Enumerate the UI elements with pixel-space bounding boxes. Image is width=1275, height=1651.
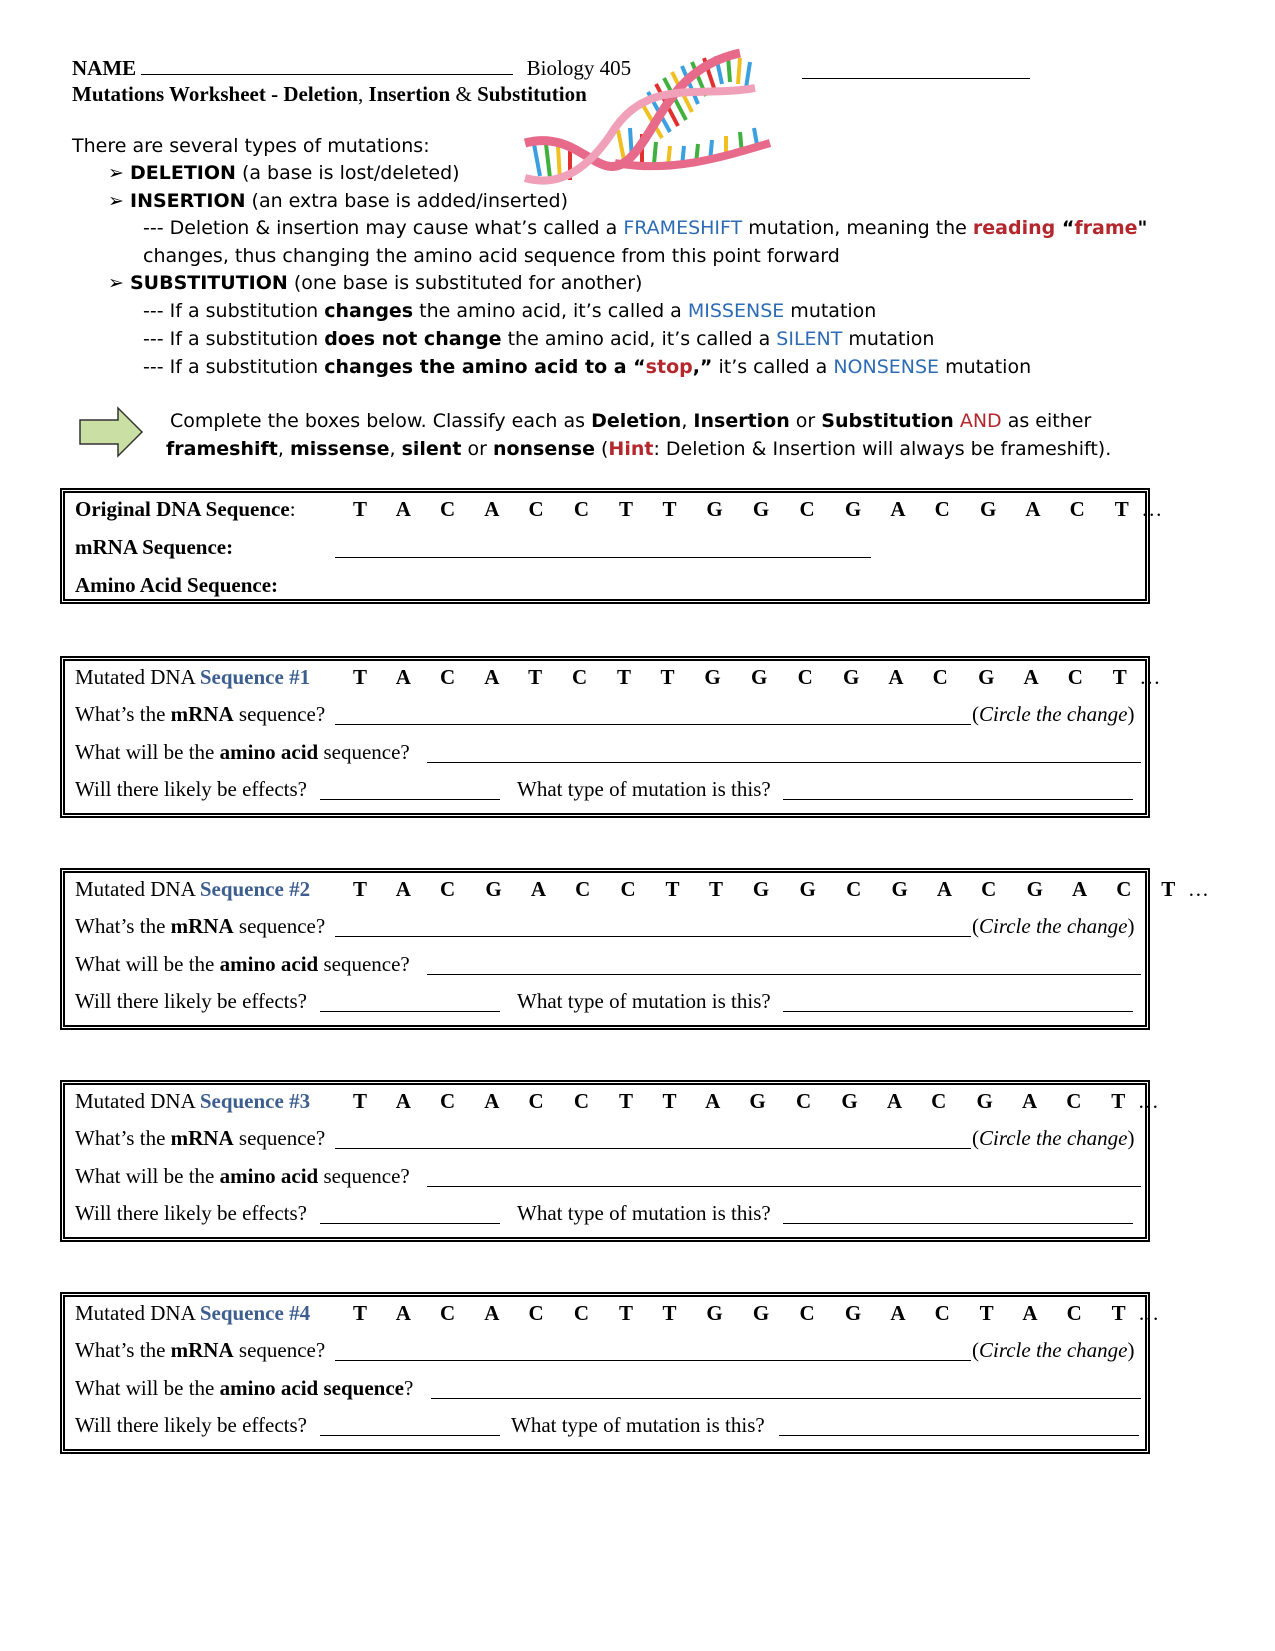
instr-or: or [461, 438, 493, 460]
instr-frameshift: frameshift [166, 438, 278, 460]
circle-the-change-note [972, 702, 1135, 727]
substitution-desc: (one base is substituted for another) [287, 272, 643, 294]
sequence-ellipsis: … [1138, 1301, 1160, 1325]
type-question [517, 989, 771, 1014]
mutated-sequence-box-3 [60, 1080, 1159, 1242]
type-question [517, 777, 771, 802]
title-substitution: Substitution [477, 82, 587, 106]
sequence-ellipsis: … [1139, 665, 1161, 689]
instr-and: AND [959, 410, 1002, 432]
bullet-substitution [108, 272, 642, 294]
frameshift-term: FRAMESHIFT [623, 217, 743, 239]
sequence-number-label: Sequence #1 [199, 665, 311, 689]
insertion-desc: (an extra base is added/inserted) [245, 190, 569, 212]
mrna-answer-input[interactable] [335, 914, 971, 937]
mutated-sequence-text: T A C A C C T T A G C G A C G A C T [353, 1089, 1138, 1113]
course-label: Biology 405 [526, 56, 632, 80]
mrna-question [75, 914, 325, 939]
mutated-dna-sequence [353, 665, 1160, 690]
intro-lead: There are several types of mutations: [72, 135, 430, 157]
mutated-dna-sequence [353, 877, 1209, 902]
circle-the-change-note [972, 914, 1135, 939]
bullet-arrow-icon: ➢ [108, 190, 124, 212]
instr-deletion: Deletion [591, 410, 682, 432]
missense-text-a: --- If a substitution [143, 300, 325, 322]
mrna-answer-input[interactable] [335, 1338, 971, 1361]
paren-close: ) [1127, 1338, 1135, 1362]
sequence-number-label: Sequence #2 [199, 877, 311, 901]
mrna-bold: mRNA [170, 1126, 234, 1150]
type-question [511, 1413, 765, 1438]
bullet-insertion [108, 190, 568, 212]
mrna-answer-input[interactable] [335, 1126, 971, 1149]
paren-open: ( [972, 1338, 979, 1362]
missense-line [143, 300, 876, 322]
type-answer-input[interactable] [779, 1413, 1139, 1436]
original-dna-row [75, 497, 296, 522]
quote-open: “ [1055, 217, 1075, 239]
amino-bold: amino acid sequence [219, 1376, 404, 1400]
amino-answer-input[interactable] [431, 1376, 1141, 1399]
instr-paren: ( [594, 438, 609, 460]
type-text: What type of mutation is this? [517, 777, 771, 801]
frameshift-line2: changes, thus changing the amino acid sequence from this point forward [143, 245, 840, 267]
silent-bold: does not change [324, 328, 502, 350]
mutated-dna-label [75, 665, 310, 690]
instr-substitution: Substitution [821, 410, 954, 432]
amino-text-a: What will be the [75, 952, 220, 976]
amino-text-b: ? [403, 1376, 414, 1400]
mutated-sequence-text: T A C A C C T T G G C G A C T A C T [353, 1301, 1139, 1325]
frameshift-text-a: --- Deletion & insertion may cause what’s called a [143, 217, 624, 239]
amino-question [75, 952, 410, 977]
nonsense-quote-close: ,” [692, 356, 713, 378]
nonsense-text-c: mutation [939, 356, 1032, 378]
mrna-question [75, 1126, 325, 1151]
title-insertion: Insertion [368, 82, 451, 106]
mrna-bold: mRNA [170, 702, 234, 726]
amino-answer-input[interactable] [427, 1164, 1141, 1187]
circle-the-change: Circle the change [979, 1338, 1128, 1362]
name-input[interactable] [141, 74, 513, 75]
silent-line [143, 328, 934, 350]
amino-text-b: sequence? [318, 1164, 410, 1188]
mutated-dna-label [75, 1089, 310, 1114]
mrna-text-b: sequence? [233, 1338, 326, 1362]
instr-or: or [789, 410, 822, 432]
mutated-sequence-box-4 [60, 1292, 1160, 1454]
original-sequence-box [60, 488, 1163, 604]
instr-nonsense: nonsense [492, 438, 595, 460]
amino-question [75, 1164, 410, 1189]
effects-answer-input[interactable] [320, 989, 500, 1012]
mrna-text-b: sequence? [233, 1126, 326, 1150]
mrna-bold: mRNA [170, 914, 234, 938]
title-deletion: Deletion [283, 82, 359, 106]
effects-answer-input[interactable] [320, 1413, 500, 1436]
dna-helix-icon [520, 48, 780, 188]
stop-term: stop [645, 356, 693, 378]
silent-text-c: mutation [842, 328, 935, 350]
effects-answer-input[interactable] [320, 1201, 500, 1224]
type-text: What type of mutation is this? [517, 989, 771, 1013]
missense-bold: changes [324, 300, 414, 322]
deletion-desc: (a base is lost/deleted) [235, 162, 460, 184]
silent-text-b: the amino acid, it’s called a [501, 328, 777, 350]
instr-comma: , [389, 438, 402, 460]
title-main: Mutations Worksheet [72, 82, 266, 106]
effects-question [75, 1413, 307, 1438]
amino-answer-input[interactable] [427, 952, 1141, 975]
silent-text-a: --- If a substitution [143, 328, 325, 350]
bullet-arrow-icon: ➢ [108, 272, 124, 294]
name-label: NAME [72, 56, 137, 80]
nonsense-line [143, 356, 1031, 378]
mutated-dna-text: Mutated DNA [75, 877, 200, 901]
instr-hint: Hint [608, 438, 654, 460]
mutated-sequence-box-2 [60, 868, 1209, 1030]
nonsense-bold: changes the amino acid to a [324, 356, 627, 378]
type-answer-input[interactable] [783, 1201, 1133, 1224]
instr-text-a: Complete the boxes below. Classify each as [170, 410, 592, 432]
circle-the-change-note [972, 1338, 1135, 1363]
nonsense-quote-open: “ [626, 356, 646, 378]
amino-text-b: sequence? [318, 740, 410, 764]
type-question [517, 1201, 771, 1226]
mrna-text-a: What’s the [75, 702, 171, 726]
right-arrow-icon [78, 406, 144, 458]
reading-term: reading [972, 217, 1056, 239]
original-sequence-text: T A C A C C T T G G C G A C G A C T [353, 497, 1142, 521]
amino-question [75, 1376, 413, 1401]
type-text: What type of mutation is this? [511, 1413, 765, 1437]
mrna-answer-input[interactable] [335, 702, 971, 725]
mrna-bold: mRNA [170, 1338, 234, 1362]
effects-question [75, 989, 307, 1014]
instr-comma: , [277, 438, 290, 460]
type-text: What type of mutation is this? [517, 1201, 771, 1225]
circle-the-change: Circle the change [979, 914, 1128, 938]
mrna-question [75, 702, 325, 727]
effects-text: Will there likely be effects? [75, 989, 307, 1013]
instructions-line2 [166, 438, 1111, 460]
effects-text: Will there likely be effects? [75, 777, 307, 801]
original-mrna-label: mRNA Sequence: [75, 535, 234, 559]
paren-open: ( [972, 1126, 979, 1150]
missense-term: MISSENSE [687, 300, 785, 322]
effects-question [75, 1201, 307, 1226]
title-comma: , [358, 82, 369, 106]
bullet-arrow-icon: ➢ [108, 162, 124, 184]
mutated-dna-label [75, 877, 310, 902]
circle-the-change: Circle the change [979, 702, 1128, 726]
mrna-text-a: What’s the [75, 1126, 171, 1150]
mutated-dna-text: Mutated DNA [75, 1301, 200, 1325]
original-dna-colon: : [289, 497, 296, 521]
frame-term: frame [1074, 217, 1138, 239]
instr-text-b: as either [1001, 410, 1092, 432]
deletion-term: DELETION [130, 162, 236, 184]
mrna-text-a: What’s the [75, 914, 171, 938]
amino-text-a: What will be the [75, 1376, 220, 1400]
title-sep: - [265, 82, 284, 106]
frameshift-line1 [143, 217, 1147, 239]
missense-text-c: mutation [784, 300, 877, 322]
paren-open: ( [972, 914, 979, 938]
instr-insertion: Insertion [693, 410, 790, 432]
mutated-dna-sequence [353, 1089, 1159, 1114]
paren-close: ) [1127, 1126, 1135, 1150]
instr-missense: missense [289, 438, 390, 460]
effects-question [75, 777, 307, 802]
mrna-question [75, 1338, 325, 1363]
type-answer-input[interactable] [783, 989, 1133, 1012]
effects-text: Will there likely be effects? [75, 1413, 307, 1437]
amino-question [75, 740, 410, 765]
amino-text-b: sequence? [318, 952, 410, 976]
instr-comma: , [681, 410, 694, 432]
missense-text-b: the amino acid, it’s called a [413, 300, 688, 322]
nonsense-term: NONSENSE [833, 356, 940, 378]
bullet-deletion [108, 162, 460, 184]
sequence-number-label: Sequence #4 [199, 1301, 311, 1325]
instr-silent: silent [401, 438, 462, 460]
mutated-sequence-text: T A C G A C C T T G G C G A C G A C T [353, 877, 1188, 901]
amino-answer-input[interactable] [427, 740, 1141, 763]
paren-close: ) [1127, 702, 1135, 726]
substitution-term: SUBSTITUTION [130, 272, 288, 294]
effects-text: Will there likely be effects? [75, 1201, 307, 1225]
sequence-ellipsis: … [1187, 877, 1209, 901]
original-mrna-input[interactable] [335, 535, 871, 558]
worksheet-title [72, 82, 587, 107]
original-dna-sequence [353, 497, 1162, 522]
mrna-text-b: sequence? [233, 914, 326, 938]
sequence-ellipsis: … [1141, 497, 1163, 521]
title-amp: & [450, 82, 478, 106]
paren-close: ) [1127, 914, 1135, 938]
amino-bold: amino acid [219, 1164, 319, 1188]
nonsense-text-a: --- If a substitution [143, 356, 325, 378]
mrna-text-a: What’s the [75, 1338, 171, 1362]
mutated-sequence-text: T A C A T C T T G G C G A C G A C T [353, 665, 1140, 689]
amino-text-a: What will be the [75, 1164, 220, 1188]
amino-bold: amino acid [219, 952, 319, 976]
mutated-dna-label [75, 1301, 310, 1326]
sequence-number-label: Sequence #3 [199, 1089, 311, 1113]
quote-close: " [1137, 217, 1148, 239]
circle-the-change-note [972, 1126, 1135, 1151]
insertion-term: INSERTION [130, 190, 246, 212]
mutated-sequence-box-1 [60, 656, 1161, 818]
circle-the-change: Circle the change [979, 1126, 1128, 1150]
mutated-dna-text: Mutated DNA [75, 1089, 200, 1113]
silent-term: SILENT [776, 328, 843, 350]
date-blank[interactable] [802, 56, 1030, 79]
paren-open: ( [972, 702, 979, 726]
original-mrna-row [75, 535, 233, 560]
nonsense-text-b: it’s called a [712, 356, 834, 378]
instr-text-c: : Deletion & Insertion will always be frameshift). [653, 438, 1112, 460]
original-amino-label: Amino Acid Sequence: [75, 573, 279, 597]
original-dna-label: Original DNA Sequence [75, 497, 290, 521]
mrna-text-b: sequence? [233, 702, 326, 726]
mutated-dna-text: Mutated DNA [75, 665, 200, 689]
effects-answer-input[interactable] [320, 777, 500, 800]
type-answer-input[interactable] [783, 777, 1133, 800]
mutated-dna-sequence [353, 1301, 1159, 1326]
original-amino-row [75, 573, 278, 598]
frameshift-text-b: mutation, meaning the [742, 217, 973, 239]
instructions-line1 [170, 410, 1091, 432]
sequence-ellipsis: … [1137, 1089, 1159, 1113]
amino-text-a: What will be the [75, 740, 220, 764]
amino-bold: amino acid [219, 740, 319, 764]
